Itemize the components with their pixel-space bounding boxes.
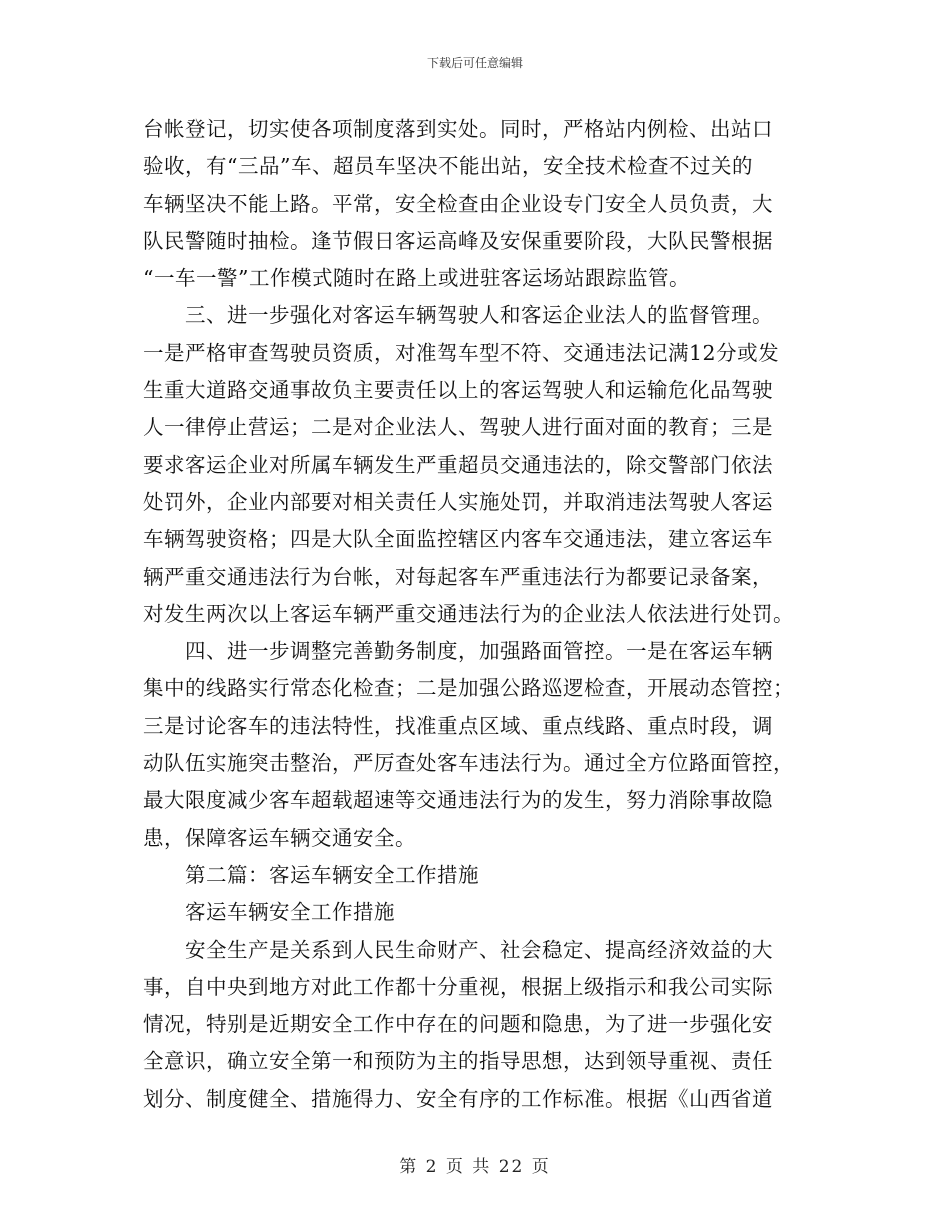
text-line: 集中的线路实行常态化检查；二是加强公路巡逻检查，开展动态管控； [143,676,794,701]
text-line: 验收，有“三品”车、超员车坚决不能出站，安全技术检查不过关的 [143,154,753,179]
text-line: 对发生两次以上客运车辆严重交通违法行为的企业法人依法进行处罚。 [143,601,794,626]
text-line: 队民警随时抽检。逢节假日客运高峰及安保重要阶段，大队民警根据 [143,228,773,253]
text-line: 车辆驾驶资格；四是大队全面监控辖区内客车交通违法，建立客运车 [143,527,773,552]
text-line: 客运车辆安全工作措施 [185,900,395,925]
text-line: 情况，特别是近期安全工作中存在的问题和隐患，为了进一步强化安 [143,1012,773,1037]
text-line: 辆严重交通违法行为台帐，对每起客车严重违法行为都要记录备案， [143,564,773,589]
text-line: 事，自中央到地方对此工作都十分重视，根据上级指示和我公司实际 [143,974,773,999]
text-line: 最大限度减少客车超载超速等交通违法行为的发生，努力消除事故隐 [143,788,773,813]
text-line: 三、进一步强化对客运车辆驾驶人和客运企业法人的监督管理。 [185,303,773,328]
page-header: 下载后可任意编辑 [426,56,523,70]
text-line: 生重大道路交通事故负主要责任以上的客运驾驶人和运输危化品驾驶 [143,378,773,403]
text-line: 动队伍实施突击整治，严厉查处客车违法行为。通过全方位路面管控， [143,751,794,776]
text-line: 人一律停止营运；二是对企业法人、驾驶人进行面对面的教育；三是 [143,415,773,440]
text-line: “一车一警”工作模式随时在路上或进驻客运场站跟踪监管。 [143,266,690,291]
text-line: 台帐登记，切实使各项制度落到实处。同时，严格站内例检、出站口 [143,117,773,141]
text-line: 第二篇：客运车辆安全工作措施 [185,862,479,887]
text-line: 安全生产是关系到人民生命财产、社会稳定、提高经济效益的大 [185,937,773,962]
document-body [143,111,811,1118]
text-line: 处罚外，企业内部要对相关责任人实施处罚，并取消违法驾驶人客运 [143,489,773,514]
text-line: 车辆坚决不能上路。平常，安全检查由企业设专门安全人员负责，大 [143,191,773,216]
page-footer: 第 2 页 共 22 页 [399,1157,551,1177]
text-line: 要求客运企业对所属车辆发生严重超员交通违法的，除交警部门依法 [143,452,773,477]
text-line: 患，保障客运车辆交通安全。 [143,825,416,850]
text-line: 三是讨论客车的违法特性，找准重点区域、重点线路、重点时段，调 [143,713,773,738]
text-line: 四、进一步调整完善勤务制度，加强路面管控。一是在客运车辆 [185,639,773,664]
text-line: 一是严格审查驾驶员资质，对准驾车型不符、交通违法记满12分或发 [143,340,780,365]
text-line: 划分、制度健全、措施得力、安全有序的工作标准。根据《山西省道 [143,1086,773,1111]
text-line: 全意识，确立安全第一和预防为主的指导思想，达到领导重视、责任 [143,1049,773,1074]
